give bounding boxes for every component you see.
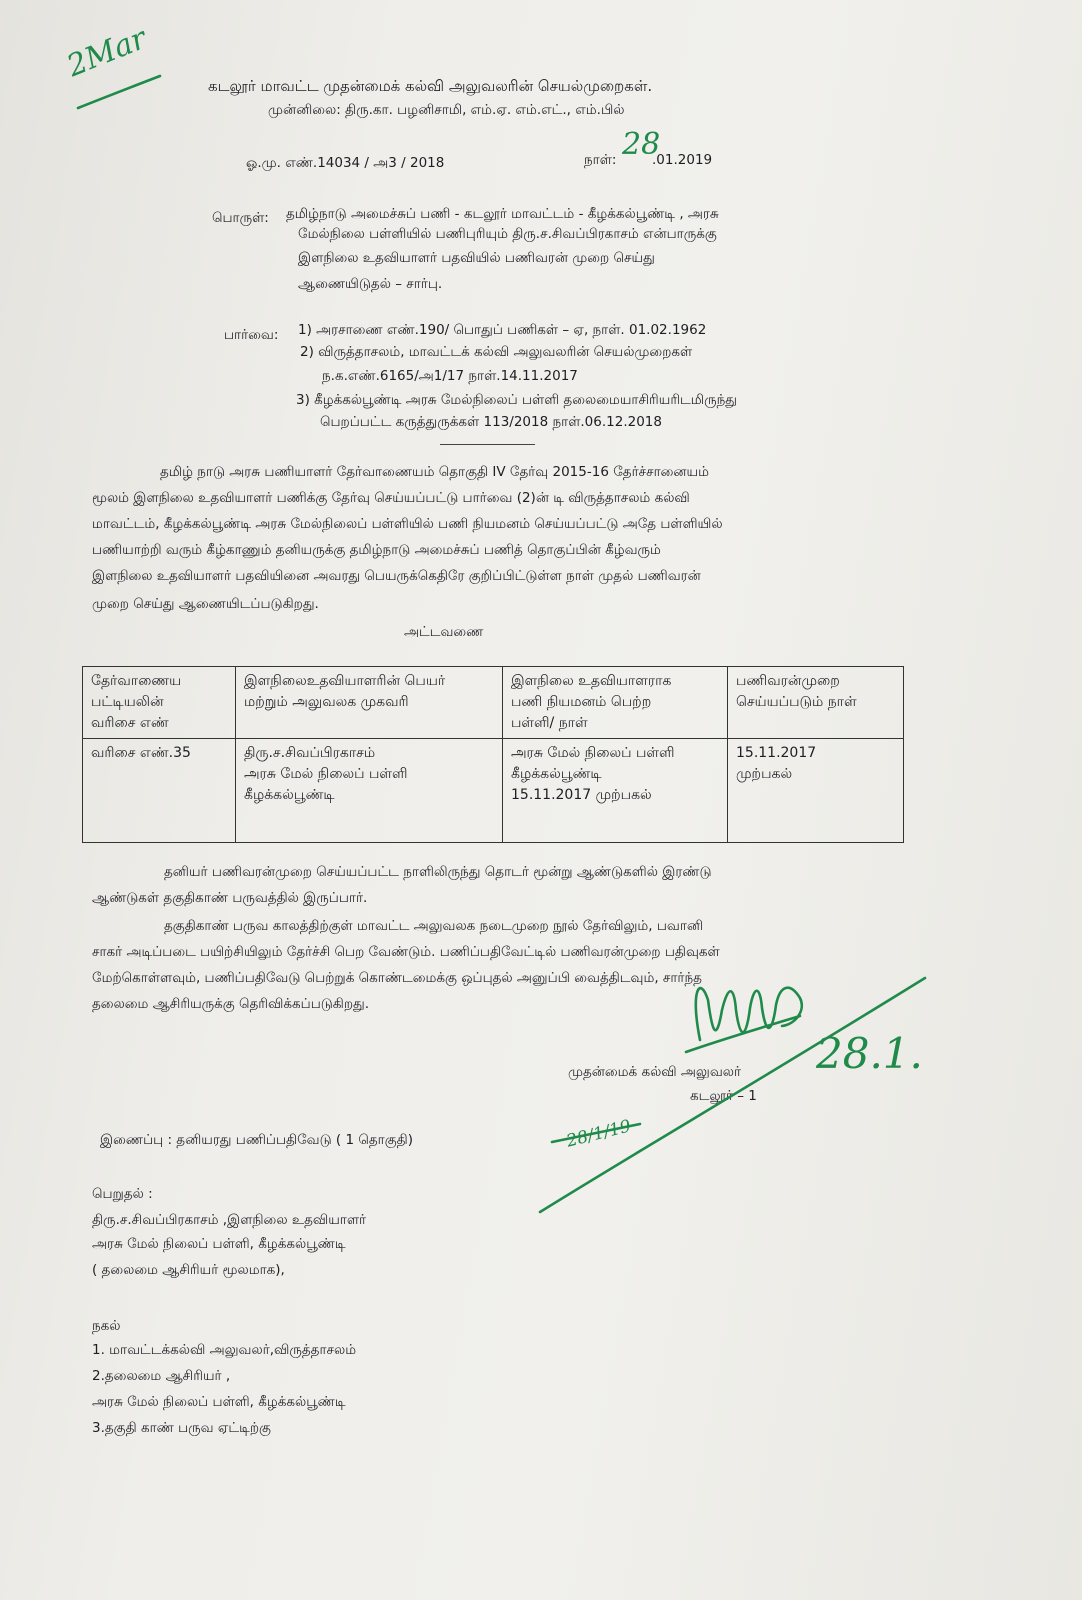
handwritten-date: 28.1. [816,1029,923,1078]
reference-item: 2) விருத்தாசலம், மாவட்டக் கல்வி அலுவலரின் செயல்முறைகள் [300,344,693,360]
instruction-line: தலைமை ஆசிரியருக்கு தெரிவிக்கப்படுகிறது. [92,996,370,1012]
cell-text: அரசு மேல் நிலைப் பள்ளி [244,766,408,782]
body-line: பணியாற்றி வரும் கீழ்காணும் தனியருக்கு தமிழ்நாடு அமைச்சுப் பணித் தொகுப்பின் கீழ்வரும் [92,542,661,558]
subject-line: இளநிலை உதவியாளர் பதவியில் பணிவரன் முறை செய்து [298,250,655,266]
enclosure-line: இணைப்பு : தனியரது பணிப்பதிவேடு ( 1 தொகுதி) [100,1132,413,1148]
cell-text: 15.11.2017 முற்பகல் [511,787,652,803]
probation-line: தனியர் பணிவரன்முறை செய்யப்பட்ட நாளிலிருந்து தொடர் மூன்று ஆண்டுகளில் இரண்டு [164,864,712,880]
body-line: மாவட்டம், கீழக்கல்பூண்டி அரசு மேல்நிலைப் பள்ளியில் பணி நியமனம் செய்யப்பட்டு அதே பள்ளியில் [92,516,723,532]
body-line: இளநிலை உதவியாளர் பதவியினை அவரது பெயருக்கெதிரே குறிப்பிட்டுள்ள நாள் முதல் பணிவரன் [92,568,701,584]
initial-date: 28/1/19 [564,1116,633,1152]
header-text: தேர்வாணைய [91,673,182,689]
copy-line: 3.தகுதி காண் பருவ ஏட்டிற்கு [92,1420,271,1436]
header-text: இளநிலை உதவியாளராக [511,673,672,689]
reference-number: ஓ.மு. எண்.14034 / அ3 / 2018 [246,155,445,171]
recipient-line: ( தலைமை ஆசிரியர் மூலமாக), [92,1262,285,1278]
probation-line: ஆண்டுகள் தகுதிகாண் பருவத்தில் இருப்பார். [92,890,368,906]
header-text: பணிவரன்முறை [736,673,840,689]
copy-line: 2.தலைமை ஆசிரியர் , [92,1368,231,1384]
date-prefix: நாள்: [584,152,617,168]
header-text: பணி நியமனம் பெற்ற [511,694,652,710]
date-day-handwritten: 28 [622,127,661,162]
body-line: முறை செய்து ஆணையிடப்படுகிறது. [92,596,319,612]
schedule-title: அட்டவணை [404,624,484,640]
date-suffix: .01.2019 [652,152,713,168]
instruction-line: தகுதிகாண் பருவ காலத்திற்குள் மாவட்ட அலுவலக நடைமுறை நூல் தேர்விலும், பவானி [164,918,704,934]
body-line: தமிழ் நாடு அரசு பணியாளர் தேர்வாணையம் தொகுதி IV தேர்வு 2015-16 தேர்ச்சானையம் [160,464,709,480]
instruction-line: சாகர் அடிப்படை பயிற்சியிலும் தேர்ச்சி பெற வேண்டும். பணிப்பதிவேட்டில் பணிவரன்முறை பதிவுகள் [92,944,720,960]
recipient-line: திரு.ச.சிவப்பிரகாசம் ,இளநிலை உதவியாளர் [92,1212,367,1228]
cell-text: கீழக்கல்பூண்டி [244,787,335,803]
reference-item: 1) அரசாணை எண்.190/ பொதுப் பணிகள் – ஏ, நாள். 01.02.1962 [298,322,707,338]
recipient-label: பெறுதல் : [92,1186,153,1202]
signatory-place: கடலூர் – 1 [690,1088,757,1104]
signatory-designation: முதன்மைக் கல்வி அலுவலர் [568,1064,742,1080]
recipient-line: அரசு மேல் நிலைப் பள்ளி, கீழக்கல்பூண்டி [92,1236,346,1252]
cell-text: திரு.ச.சிவப்பிரகாசம் [244,745,376,761]
subject-line: தமிழ்நாடு அமைச்சுப் பணி - கடலூர் மாவட்டம் - கீழக்கல்பூண்டி , அரசு [286,206,719,222]
header-text: பள்ளி/ நாள் [511,715,588,731]
body-line: மூலம் இளநிலை உதவியாளர் பணிக்கு தேர்வு செய்யப்பட்டு பார்வை (2)ன் டி விருத்தாசலம் கல்வி [92,490,690,506]
subject-line: மேல்நிலை பள்ளியில் பணிபுரியும் திரு.ச.சிவப்பிரகாசம் என்பாருக்கு [298,226,717,242]
office-title: கடலூர் மாவட்ட முதன்மைக் கல்வி அலுவலரின் செயல்முறைகள். [208,77,653,95]
header-text: செய்யப்படும் நாள் [736,694,857,710]
cell-text: அரசு மேல் நிலைப் பள்ளி [511,745,675,761]
reference-item: 3) கீழக்கல்பூண்டி அரசு மேல்நிலைப் பள்ளி தலைமையாசிரியரிடமிருந்து [296,392,737,408]
cell-text: வரிசை எண்.35 [91,745,191,761]
references-label: பார்வை: [224,327,279,343]
subject-line: ஆணையிடுதல் – சார்பு. [298,276,443,292]
corner-handwritten-note: 2Mar [62,20,152,85]
cell-text: கீழக்கல்பூண்டி [511,766,602,782]
diagonal-ink-stroke [540,978,925,1212]
header-text: பட்டியலின் [91,694,164,710]
copy-line: அரசு மேல் நிலைப் பள்ளி, கீழக்கல்பூண்டி [92,1394,346,1410]
subject-label: பொருள்: [212,210,269,226]
reference-item: ந.க.எண்.6165/அ1/17 நாள்.14.11.2017 [322,368,578,384]
copy-line: 1. மாவட்டக்கல்வி அலுவலர்,விருத்தாசலம் [92,1342,357,1358]
instruction-line: மேற்கொள்ளவும், பணிப்பதிவேடு பெற்றுக் கொண்டமைக்கு ஒப்புதல் அனுப்பி வைத்திடவும், சார்ந்த [92,970,702,986]
header-text: இளநிலைஉதவியாளரின் பெயர் [244,673,446,689]
cell-text: 15.11.2017 [736,745,817,761]
header-text: மற்றும் அலுவலக முகவரி [244,694,409,710]
cell-text: முற்பகல் [736,766,793,782]
copy-label: நகல் [92,1318,121,1334]
reference-item: பெறப்பட்ட கருத்துருக்கள் 113/2018 நாள்.06.12.2018 [320,414,662,430]
presence-line: முன்னிலை: திரு.கா. பழனிசாமி, எம்.ஏ. எம்.எட்., எம்.பில் [268,102,625,118]
header-text: வரிசை எண் [91,715,169,731]
